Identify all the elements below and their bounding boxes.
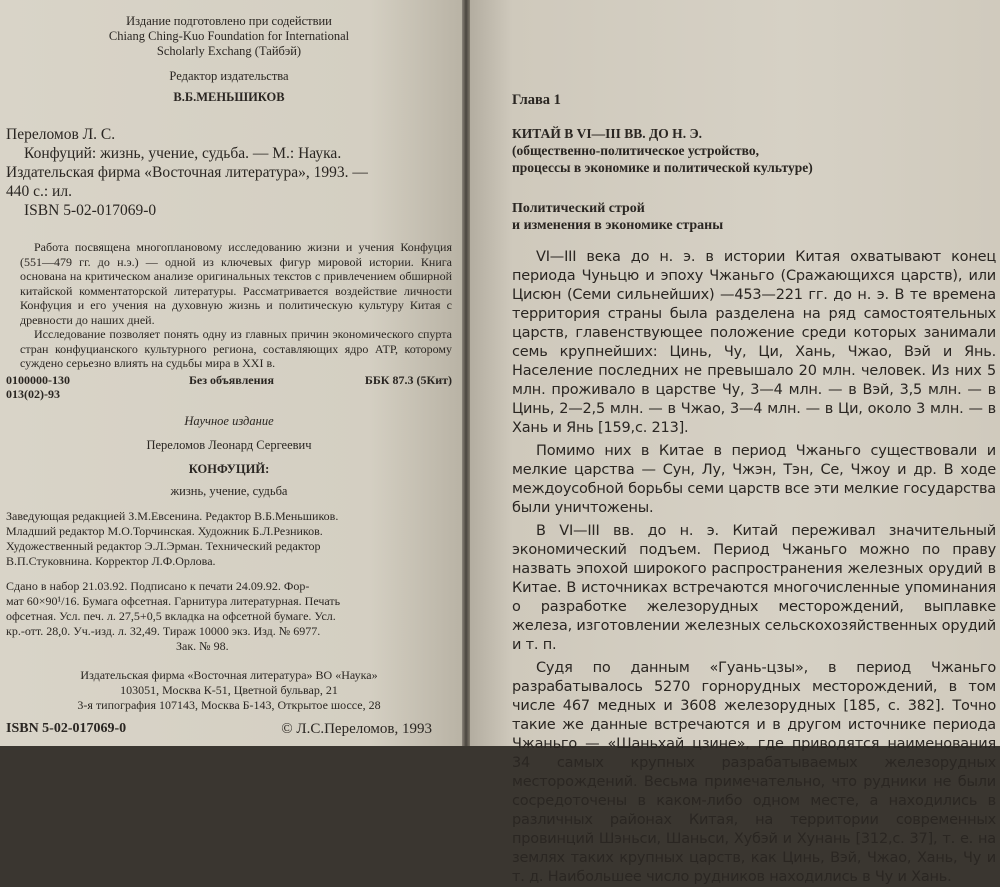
left-page (0, 0, 462, 746)
book-title: КОНФУЦИЙ: (188, 461, 270, 476)
ads-label: Без объявления (188, 372, 274, 387)
imprint-line: Издание подготовлено при содействии (126, 14, 332, 28)
bib-author: Переломов Л. С. (6, 126, 116, 143)
abstract-line: учения Конфуция (551—479 гг. до н.э.) — одной из ключевых (20, 240, 452, 269)
publisher-line: 103051, Москва К-51, Цветной бульвар, 21 (120, 682, 338, 697)
bibliographic-entry (6, 125, 452, 220)
imprint-line: Scholarly Exchang (Тайбэй) (156, 44, 302, 58)
paragraph: VI—III века до н. э. в истории Китая охватывают конец периода Чуньцю и эпоху Чжаньго (Сражающихся царств), или Цисюн (Семи сильнейших) —453—221 гг. до н. э. В те времена территория страны была разделена на ряд самостоятельных царств, главенствующее положение среди которых занимали семь крупнейших: Цинь, Чу, Ци, Хань, Чжао, Вэй и Янь. Население последних не превышало 20 млн. человек. Из них 5 млн. проживало в царстве Чу, 3—4 млн. — в Вэй, 3,5 млн. — в Цинь, 2—2,5 млн. — в Чжао, 3—4 млн. — в Ци, около 3 млн. — в Хань и Янь [159,с. 213]. (512, 249, 996, 436)
catalog-code: 0100000-130 (6, 372, 70, 387)
credits (6, 509, 452, 569)
footer-isbn: ISBN 5-02-017069-0 (6, 720, 127, 736)
bbk-code: ББК 87.3 (5Кит) (364, 372, 452, 387)
abstract-line: политическую культуру Китая с древности до наших дней. (20, 298, 452, 327)
abstract-line: Исследование позволяет понять одну из главных причин (34, 327, 329, 341)
abstract-line: составляющих ядро АТР, которому суждено серьезно влиять на (20, 341, 452, 370)
chapter-title-line: КИТАЙ В VI—III ВВ. ДО Н. Э. (512, 126, 702, 141)
imprint-line: Chiang Ching-Kuo Foundation for International (108, 29, 350, 43)
chapter-title (512, 125, 996, 176)
abstract-line: оригинальных текстов с привлечением обширной китайской (20, 269, 453, 298)
print-line: Зак. № 98. (176, 638, 229, 653)
catalog-codes (6, 373, 452, 401)
copyright: © Л.С.Переломов, 1993 (281, 720, 432, 737)
chapter-title-line: (общественно-политическое устройство, (512, 143, 759, 158)
editor-label: Редактор издательства (169, 69, 289, 83)
book-gutter (462, 0, 470, 746)
section-heading-line: и изменения в экономике страны (512, 218, 724, 233)
imprint-block (6, 14, 452, 105)
body-text (512, 248, 996, 887)
paragraph: Помимо них в Китае в период Чжаньго существовали и мелкие царства — Сун, Лу, Чжэн, Тэн, Се, Чжоу и др. В ходе междоусобной борьбы семи царств все эти мелкие государства были уничтожены. (512, 443, 996, 516)
publisher-line: 3-я типография 107143, Москва Б-143, Открытое шоссе, 28 (77, 697, 381, 712)
title-block (6, 413, 452, 499)
footer-row (6, 721, 452, 738)
chapter-number: Глава 1 (512, 92, 561, 108)
section-heading-line: Политический строй (512, 201, 645, 216)
edition-type: Научное издание (184, 413, 274, 428)
paragraph: Судя по данным «Гуань-цзы», в период Чжаньго разрабатывалось 5270 горнорудных месторождений, в том числе 467 медных и 3608 железорудных [185, с. 382]. Точно такие же данные встречаются и в другом источнике периода Чжаньго — «Шаньхай цзине», где приводятся наименования 34 самых крупных разрабатываемых железорудных месторождений. Весьма примечательно, что рудники не были сосредоточены в каком-либо одном месте, а находились в различных районах Китая, на территории современных провинций Шэньси, Шаньси, Хубэй и Хунань [312,с. 37], т. е. на землях таких крупных царств, как Цинь, Вэй, Чжао, Хань, Чу и т. д. Наибольшее число рудников находились в Чу и Хань. (512, 660, 996, 885)
credit-line: Заведующая редакцией З.М.Евсенина. Редактор В.Б.Меньшиков. (6, 508, 339, 523)
abstract-line: судьбы мира в XXI в. (165, 356, 276, 370)
abstract-line: Работа посвящена многоплановому исследованию жизни и (34, 240, 353, 254)
paragraph: В VI—III вв. до н. э. Китай переживал значительный экономический подъем. Период Чжаньго можно по праву назвать эпохой широкого распространения железных орудий в Китае. В источниках встречаются многочисленные упоминания о разработке железорудных месторождений, выплавке железа, изготовлении железных сельскохозяйственных орудий и т. п. (512, 523, 996, 653)
credit-line: В.П.Стуковнина. Корректор Л.Ф.Орлова. (6, 553, 216, 568)
print-details (6, 579, 452, 654)
editor-name: В.Б.МЕНЬШИКОВ (173, 90, 285, 104)
abstract-line: личности Конфуция и его учения на духовную жизнь и (20, 283, 452, 312)
bib-line: Конфуций: жизнь, учение, судьба. — М.: Наука. (24, 145, 342, 162)
print-line: Сдано в набор 21.03.92. Подписано к печати 24.09.92. Фор- (6, 578, 310, 593)
book-subtitle: жизнь, учение, судьба (170, 483, 288, 498)
print-line: кр.-отт. 28,0. Уч.-изд. л. 32,49. Тираж 10000 экз. Изд. № 6977. (6, 623, 321, 638)
credit-line: Младший редактор М.О.Торчинская. Художник Б.Л.Резников. (6, 523, 323, 538)
print-line: мат 60×90¹/16. Бумага офсетная. Гарнитура литературная. Печать (6, 593, 341, 608)
bib-line: Издательская фирма «Восточная литература», 1993. — (6, 164, 368, 181)
abstract-line: комментаторской литературы. Рассматривается воздействие (79, 283, 398, 298)
credit-line: Художественный редактор Э.Л.Эрман. Технический редактор (6, 538, 321, 553)
abstract (6, 240, 452, 371)
catalog-code: 013(02)-93 (6, 386, 60, 401)
section-heading (512, 200, 996, 234)
author-full-name: Переломов Леонард Сергеевич (146, 437, 312, 452)
chapter-title-line: процессы в экономике и политической культуре) (512, 160, 813, 175)
bib-isbn: ISBN 5-02-017069-0 (24, 202, 157, 219)
publisher-line: Издательская фирма «Восточная литература» ВО «Наука» (80, 667, 378, 682)
publisher-block (6, 668, 452, 713)
right-page (470, 0, 1000, 885)
bib-line: 440 с.: ил. (6, 183, 72, 200)
abstract-line: экономического спурта стран конфуцианского культурного региона, (20, 327, 452, 356)
abstract-line: фигур мировой истории. Книга основана на критическом анализе (20, 254, 453, 283)
print-line: офсетная. Усл. печ. л. 27,5+0,5 вкладка на офсетной бумаге. Усл. (6, 608, 336, 623)
